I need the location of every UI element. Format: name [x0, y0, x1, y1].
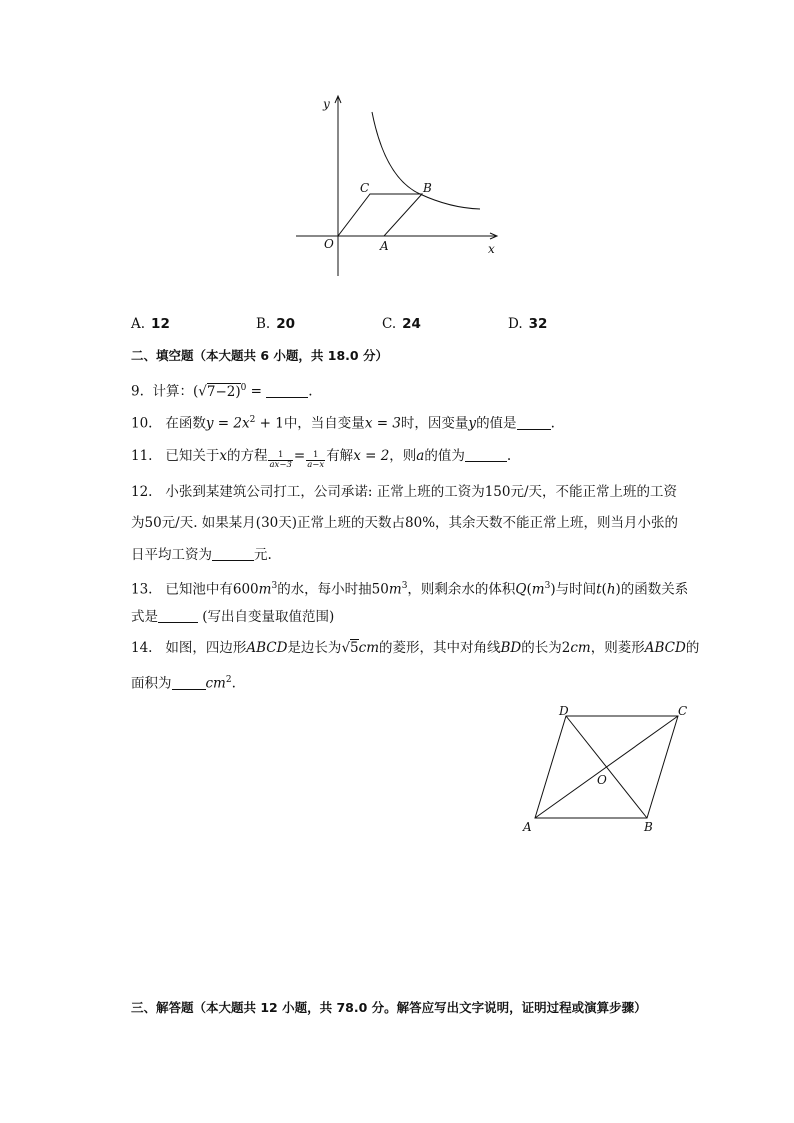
- label-c: C: [678, 704, 688, 718]
- q14-radicand: 5: [350, 640, 359, 656]
- q10-equation: y = 2x: [205, 415, 250, 432]
- section-3-title: 三、解答题（本大题共 12 小题，共 78.0 分。解答应写出文字说明，证明过程或演算步骤）: [131, 1000, 647, 1015]
- q11-text: 有解: [326, 448, 354, 464]
- answer-blank[interactable]: [212, 547, 254, 561]
- option-c: [382, 316, 421, 332]
- q14-text: 是边长为: [287, 640, 342, 656]
- q10-text: 时，因变量: [400, 415, 469, 432]
- label-b: B: [644, 820, 653, 834]
- q13-unit: m: [388, 581, 402, 598]
- q11-variable: a: [416, 448, 425, 464]
- q10-exponent: 2: [249, 415, 256, 425]
- option-a: [131, 316, 170, 332]
- function-graph: [290, 90, 510, 280]
- question-14-line-1: [131, 638, 699, 658]
- fraction-2: [306, 451, 325, 470]
- q14-exponent: 2: [225, 675, 232, 685]
- answer-blank[interactable]: [517, 416, 551, 430]
- q13-unit: m: [531, 581, 545, 598]
- q10-equation: x = 3: [364, 415, 401, 432]
- parallelogram-oabc: [338, 194, 422, 236]
- q13-exponent: 3: [271, 581, 278, 591]
- label-x: x: [488, 242, 495, 256]
- option-b: [256, 316, 295, 332]
- question-number: 11.: [131, 448, 153, 464]
- q10-period: .: [550, 415, 555, 432]
- question-number: 12.: [131, 484, 153, 500]
- q10-text: 的值是: [476, 415, 517, 432]
- question-11: [131, 446, 511, 470]
- question-13-line-2: [131, 607, 334, 627]
- question-9: [131, 378, 313, 402]
- question-12-line-2: [131, 513, 678, 533]
- q14-variable: ABCD: [644, 640, 686, 656]
- option-letter: C.: [382, 316, 397, 332]
- q13-text: 的水，每小时抽50: [277, 581, 389, 598]
- option-value: 20: [276, 316, 296, 332]
- q13-text: (写出自变量取值范围): [198, 609, 335, 625]
- question-number: 14.: [131, 640, 153, 656]
- fraction-numerator: 1: [268, 451, 292, 461]
- q12-text: 日平均工资为: [131, 547, 212, 563]
- q10-text: 在函数: [165, 415, 206, 432]
- option-value: 24: [402, 316, 421, 332]
- q14-text: 的菱形，其中对角线: [379, 640, 501, 656]
- q13-text: (: [526, 581, 532, 598]
- q14-variable: ABCD: [246, 640, 288, 656]
- q13-variable: h: [606, 581, 616, 598]
- q10-variable: y: [468, 415, 477, 432]
- sqrt-sign: √: [341, 640, 351, 656]
- option-letter: A.: [131, 316, 146, 332]
- q13-text: 已知池中有600: [165, 581, 259, 598]
- fraction-numerator: 1: [306, 451, 325, 461]
- question-12-line-3: [131, 545, 272, 565]
- option-d: [508, 316, 547, 332]
- q14-unit: cm: [570, 640, 591, 656]
- q13-text: 式是: [131, 609, 158, 625]
- option-letter: B.: [256, 316, 271, 332]
- label-o: O: [324, 237, 334, 251]
- diagonal-bd: [566, 716, 647, 818]
- q14-unit: cm: [358, 640, 380, 656]
- q13-exponent: 3: [544, 581, 551, 591]
- q11-text: 已知关于: [165, 448, 220, 464]
- q14-period: .: [231, 675, 236, 692]
- q14-text: 的: [685, 640, 700, 656]
- q9-exponent: 0: [240, 383, 247, 393]
- answer-blank[interactable]: [172, 676, 206, 690]
- question-14-line-2: [131, 670, 236, 694]
- option-value: 12: [151, 316, 170, 332]
- q10-equation: + 1: [255, 415, 284, 432]
- q9-radicand: 7−2): [206, 383, 241, 400]
- answer-blank[interactable]: [158, 609, 198, 623]
- q11-period: .: [506, 448, 512, 464]
- q11-text: 的方程: [226, 448, 268, 464]
- question-number: 13.: [131, 581, 153, 598]
- label-y: y: [323, 97, 330, 111]
- q11-text: 的值为: [424, 448, 465, 464]
- option-value: 32: [528, 316, 548, 332]
- fraction-denominator: ax−3: [269, 460, 292, 470]
- q12-text: 元.: [254, 547, 272, 563]
- q12-text: 为50元/天. 如果某月(30天)正常上班的天数占80%，其余天数不能正常上班，则当月小张的: [131, 515, 679, 531]
- q12-text: 小张到某建筑公司打工，公司承诺: 正常上班的工资为150元/天，不能正常上班的工资: [165, 484, 678, 500]
- answer-blank[interactable]: [465, 448, 507, 462]
- label-a: A: [380, 239, 389, 253]
- q9-equals: =: [246, 383, 267, 400]
- question-number: 9.: [131, 383, 144, 400]
- q11-variable: x: [219, 448, 227, 464]
- q13-text: ，则剩余水的体积: [407, 581, 516, 598]
- sqrt-sign: √: [198, 383, 207, 400]
- question-12-line-1: [131, 482, 677, 502]
- fraction-denominator: a−x: [307, 460, 325, 470]
- question-13-line-1: [131, 576, 688, 600]
- q14-text: 如图，四边形: [165, 640, 247, 656]
- q14-text: 面积为: [131, 675, 172, 692]
- q14-variable: BD: [500, 640, 522, 656]
- q9-period: .: [308, 383, 313, 400]
- q10-text: 中，当自变量: [283, 415, 365, 432]
- q11-equation: x = 2: [353, 448, 390, 464]
- label-d: D: [559, 704, 569, 718]
- q14-unit: cm: [205, 675, 226, 692]
- q14-text: 的长为2: [521, 640, 571, 656]
- q11-equals: =: [293, 448, 306, 464]
- question-10: [131, 410, 555, 434]
- question-number: 10.: [131, 415, 153, 432]
- label-c: C: [360, 181, 370, 195]
- q13-text: )的函数关系: [615, 581, 689, 598]
- q13-unit: m: [258, 581, 272, 598]
- option-letter: D.: [508, 316, 523, 332]
- q13-text: (: [601, 581, 607, 598]
- answer-blank[interactable]: [266, 384, 308, 398]
- rhombus-figure: [515, 700, 700, 840]
- section-2-title: 二、填空题（本大题共 6 小题，共 18.0 分）: [131, 348, 388, 363]
- label-o: O: [597, 773, 607, 787]
- q13-variable: Q: [515, 581, 527, 598]
- label-b: B: [423, 181, 432, 195]
- q13-text: )与时间: [550, 581, 597, 598]
- q11-text: ，则: [389, 448, 417, 464]
- q9-text: 计算：(: [152, 383, 199, 400]
- fraction-1: [268, 451, 292, 470]
- label-a: A: [523, 820, 532, 834]
- q14-text: ，则菱形: [590, 640, 645, 656]
- q13-variable: t: [596, 581, 602, 598]
- q13-exponent: 3: [401, 581, 408, 591]
